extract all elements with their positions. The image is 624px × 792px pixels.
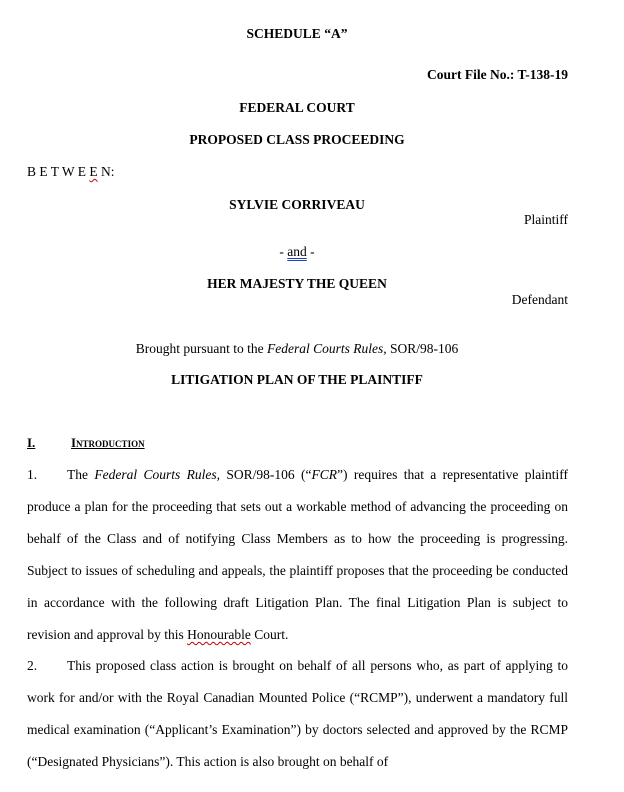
section-heading (27, 435, 145, 450)
and-dash-end: - (306, 244, 315, 259)
brought-pursuant-line (0, 342, 594, 356)
court-file-number: Court File No.: T-138-19 (427, 67, 568, 82)
fcr-abbreviation: FCR (311, 467, 337, 482)
schedule-title: SCHEDULE “A” (246, 26, 348, 41)
defendant-name: HER MAJESTY THE QUEEN (207, 276, 387, 291)
paragraph-number: 1. (27, 467, 38, 482)
paragraph-text: Court. (250, 627, 289, 642)
plaintiff-role: Plaintiff (523, 212, 568, 227)
rules-title-italic: Federal Courts Rules, (94, 467, 220, 482)
and-word: and (287, 244, 307, 259)
paragraph-text: ”) requires that a representative plaintiff produce a plan for the proceeding that sets out a workable method of advancing the proceeding on behalf of the Class and of notifying Class Members as to how the proceeding is progressing. Subject to issues of scheduling and appeals, the plaintiff proposes that the proceeding be conducted in accordance with the following draft Litigation Plan. The final Litigation Plan is subject to revision and approval by this (27, 467, 568, 642)
section-title: Introduction (71, 435, 145, 450)
paragraph-text: This proposed class action is brought on behalf of all persons who, as part of applying to work for and/or with the Royal Canadian Mounted Police (“RCMP”), underwent a mandatory full medical examination (“Applicant’s Examination”) by doctors selected and approved by the RCMP (“Designated Physicians”). This action is also brought on behalf of (27, 658, 568, 769)
rules-title: Federal Courts Rules (266, 341, 384, 356)
plaintiff-name: SYLVIE CORRIVEAU (229, 197, 365, 212)
brought-text: Brought pursuant to the (135, 341, 267, 356)
paragraph-text: The (67, 467, 95, 482)
paragraph-text: SOR/98-106 (“ (219, 467, 312, 482)
between-label (27, 165, 115, 179)
rules-citation: , SOR/98-106 (383, 341, 459, 356)
court-name: FEDERAL COURT (239, 100, 355, 115)
paragraph-number: 2. (27, 658, 38, 673)
paragraph-1 (27, 459, 568, 651)
between-text: B E T W E (27, 164, 90, 179)
plan-title: LITIGATION PLAN OF THE PLAINTIFF (171, 372, 423, 387)
between-text-end: N: (97, 164, 115, 179)
spelling-squiggle-word: Honourable (187, 627, 251, 642)
proceeding-type: PROPOSED CLASS PROCEEDING (189, 132, 405, 147)
and-line (0, 245, 594, 259)
spelling-squiggle: E (89, 164, 98, 179)
section-number: I. (27, 435, 36, 450)
and-dash: - (279, 244, 288, 259)
paragraph-2 (27, 650, 568, 778)
defendant-role: Defendant (511, 292, 568, 307)
